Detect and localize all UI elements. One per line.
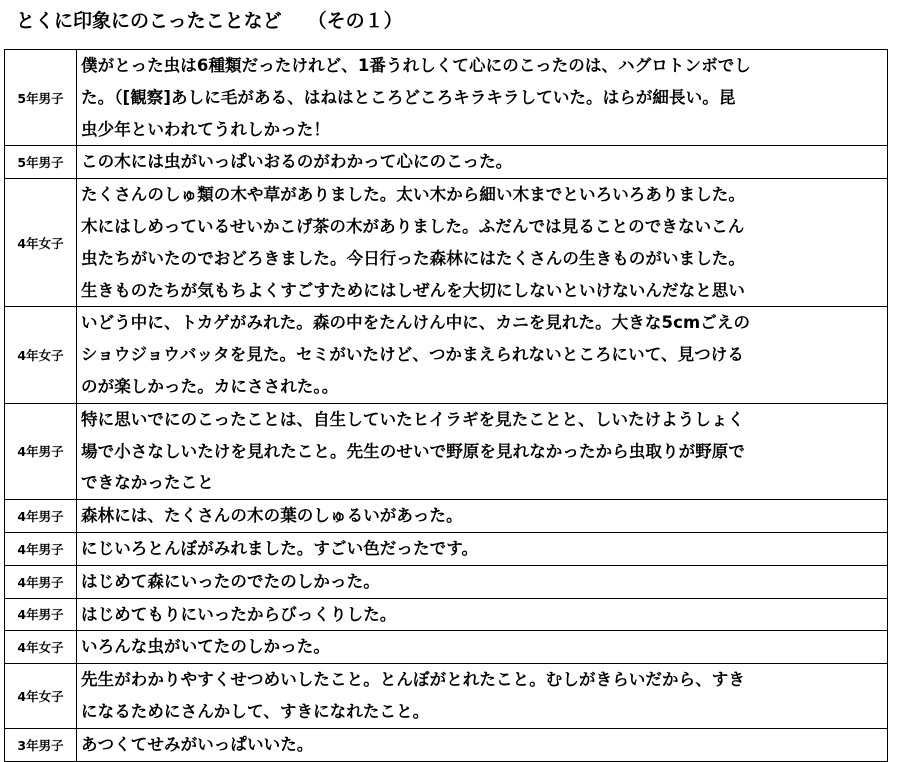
respondent-cell: 4年女子	[5, 179, 77, 307]
table-row	[5, 50, 888, 146]
respondent-cell: 3年男子	[5, 728, 77, 761]
respondent-cell: 4年女子	[5, 307, 77, 403]
comment-line: 特に思いでにのこったことは、自生していたヒイラギを見たことと、しいたけようしょく	[81, 409, 745, 429]
comment-line: あつくてせみがいっぱいいた。	[81, 734, 314, 754]
comment-line: のが楽しかった。カにさされた。。	[81, 376, 339, 396]
comment-line: た。（[観察]あしに毛がある、はねはところどころキラキラしていた。はらが細長い。昆	[81, 87, 736, 107]
comment-cell	[77, 146, 888, 179]
table-body	[5, 50, 888, 762]
comment-line: ショウジョウバッタを見た。セミがいたけど、つかまえられないところにいて、見つける	[81, 345, 745, 365]
impressions-table	[4, 49, 888, 762]
table-row	[5, 631, 888, 664]
comment-cell	[77, 598, 888, 631]
comment-cell	[77, 631, 888, 664]
table-row	[5, 532, 888, 565]
table-row	[5, 179, 888, 307]
comment-line: はじめて森にいったのでたのしかった。	[81, 571, 380, 591]
comment-line: たくさんのしゅ類の木や草がありました。太い木から細い木までといろいろありました。	[81, 185, 745, 205]
respondent-cell: 4年男子	[5, 532, 77, 565]
respondent-cell: 4年男子	[5, 500, 77, 533]
table-row	[5, 146, 888, 179]
respondent-cell: 4年女子	[5, 664, 77, 729]
table-row	[5, 403, 888, 499]
comment-line: 木にはしめっているせいかこげ茶の木がありました。ふだんでは見ることのできないこん	[81, 216, 745, 236]
comment-cell	[77, 532, 888, 565]
comment-line: 場で小さなしいたけを見れたこと。先生のせいで野原を見れなかったから虫取りが野原で	[81, 441, 745, 461]
table-row	[5, 307, 888, 403]
comment-line: 僕がとった虫は6種類だったけれど、1番うれしくて心にのこったのは、ハグロトンボでし	[81, 56, 751, 75]
comment-line: できなかったこと	[81, 473, 214, 493]
title-sub: （その１）	[307, 10, 403, 32]
comment-cell	[77, 565, 888, 598]
comment-line: いろんな虫がいてたのしかった。	[81, 637, 330, 657]
comment-line: 虫少年といわれてうれしかった！	[81, 119, 330, 139]
comment-line: この木には虫がいっぱいおるのがわかって心にのこった。	[81, 152, 513, 172]
table-row	[5, 598, 888, 631]
respondent-cell: 4年男子	[5, 598, 77, 631]
comment-line: になるためにさんかして、すきになれたこと。	[81, 701, 430, 721]
respondent-cell: 5年男子	[5, 50, 77, 146]
comment-cell	[77, 179, 888, 307]
comment-cell	[77, 500, 888, 533]
table-row	[5, 565, 888, 598]
table-row	[5, 500, 888, 533]
comment-line: 虫たちがいたのでおどろきました。今日行った森林にはたくさんの生きものがいました。	[81, 248, 745, 268]
page-title	[16, 6, 403, 36]
comment-line: 生きものたちが気もちよくすごすためにはしぜんを大切にしないといけないんだなと思い	[81, 280, 745, 300]
respondent-cell: 4年女子	[5, 631, 77, 664]
comment-line: いどう中に、トカゲがみれた。森の中をたんけん中に、カニを見れた。大きな5cmごえの	[81, 313, 751, 333]
comment-cell	[77, 403, 888, 499]
comment-cell	[77, 664, 888, 729]
comment-cell	[77, 728, 888, 761]
comment-line: はじめてもりにいったからびっくりした。	[81, 604, 397, 624]
respondent-cell: 4年男子	[5, 565, 77, 598]
comment-cell	[77, 50, 888, 146]
comment-line: 森林には、たくさんの木の葉のしゅるいがあった。	[81, 506, 463, 526]
table-row	[5, 664, 888, 729]
comment-line: にじいろとんぼがみれました。すごい色だったです。	[81, 538, 479, 558]
comment-cell	[77, 307, 888, 403]
respondent-cell: 4年男子	[5, 403, 77, 499]
respondent-cell: 5年男子	[5, 146, 77, 179]
comment-line: 先生がわかりやすくせつめいしたこと。とんぼがとれたこと。むしがきらいだから、すき	[81, 670, 745, 690]
title-main: とくに印象にのこったことなど	[16, 10, 282, 32]
table-row	[5, 728, 888, 761]
